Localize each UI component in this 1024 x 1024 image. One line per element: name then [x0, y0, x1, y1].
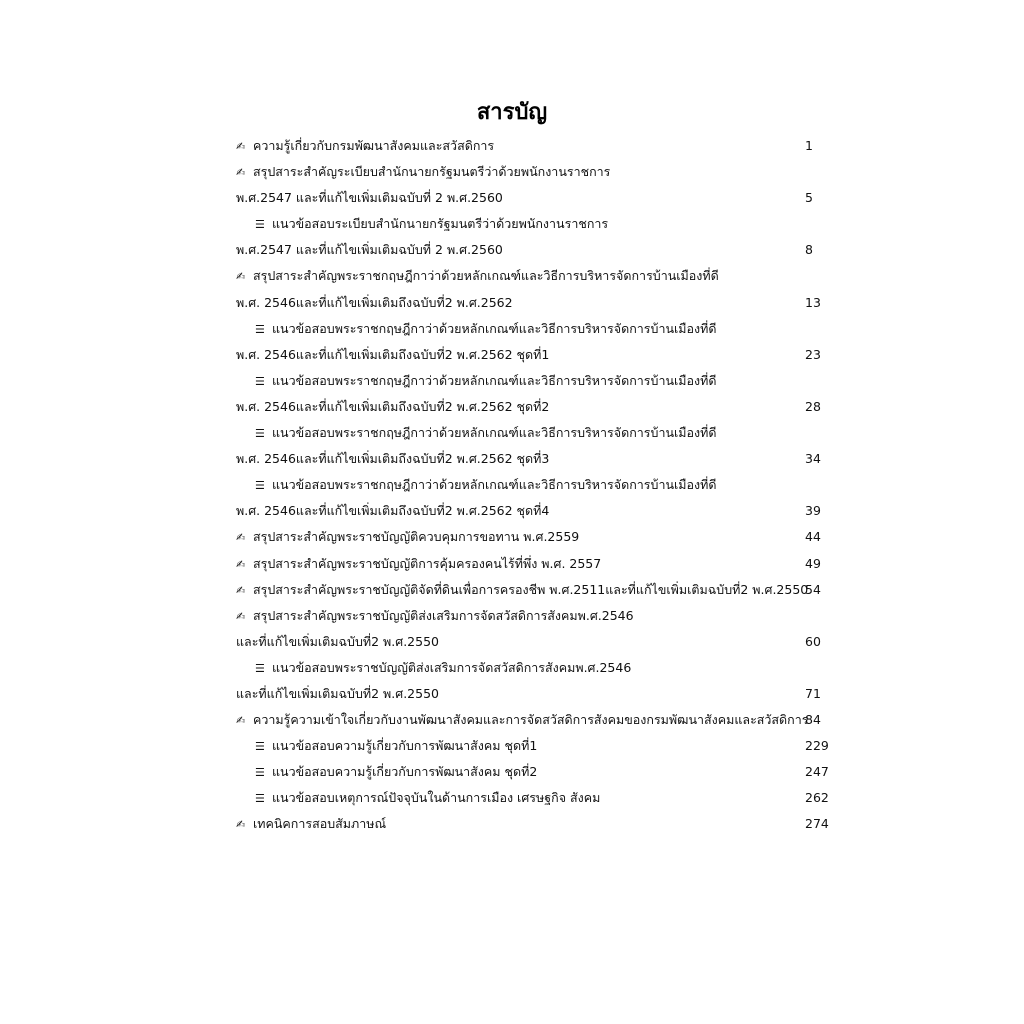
- toc-page-number: 44: [805, 529, 821, 545]
- book-icon: ☰: [255, 740, 265, 754]
- toc-entry-label: แนวข้อสอบความรู้เกี่ยวกับการพัฒนาสังคม ชุดที่1: [272, 738, 538, 754]
- toc-entry: [236, 681, 836, 707]
- toc-entry-text: [236, 342, 549, 368]
- toc-entry: [236, 759, 836, 785]
- toc-entry-text: [236, 394, 549, 420]
- toc-page-number: 49: [805, 555, 821, 571]
- toc-entry: [236, 263, 836, 289]
- toc-entry: [236, 524, 836, 550]
- toc-entry-text: [236, 237, 503, 263]
- book-icon: ☰: [255, 479, 265, 493]
- toc-entry: [236, 211, 836, 237]
- toc-entry: [236, 707, 836, 733]
- toc-entry-text: [236, 524, 579, 551]
- toc-entry-text: [236, 290, 513, 316]
- toc-entry-label: สรุปสาระสำคัญพระราชบัญญัติส่งเสริมการจัดสวัสดิการสังคมพ.ศ.2546: [253, 607, 634, 623]
- toc-entry: [236, 420, 836, 446]
- toc-entry-label: สรุปสาระสำคัญพระราชบัญญัติการคุ้มครองคนไร้ที่พึ่ง พ.ศ. 2557: [253, 555, 602, 571]
- toc-entry: [236, 159, 836, 185]
- toc-entry: [236, 368, 836, 394]
- toc-entry: [236, 603, 836, 629]
- toc-entry-text: [255, 472, 717, 499]
- pen-icon: ✍: [236, 818, 246, 832]
- toc-entry-text: [236, 551, 601, 578]
- toc-page-number: 23: [805, 346, 821, 362]
- toc-entry-label: พ.ศ. 2546และที่แก้ไขเพิ่มเติมถึงฉบับที่2 พ.ศ.2562 ชุดที่3: [236, 451, 550, 467]
- toc-entry-label: สรุปสาระสำคัญพระราชกฤษฎีกาว่าด้วยหลักเกณฑ์และวิธีการบริหารจัดการบ้านเมืองที่ดี: [253, 268, 719, 284]
- toc-entry-label: แนวข้อสอบพระราชบัญญัติส่งเสริมการจัดสวัสดิการสังคมพ.ศ.2546: [272, 659, 632, 675]
- toc-page-number: 39: [805, 503, 821, 519]
- toc-entry: [236, 394, 836, 420]
- toc-entry-label: พ.ศ. 2546และที่แก้ไขเพิ่มเติมถึงฉบับที่2 พ.ศ.2562 ชุดที่1: [236, 346, 550, 362]
- book-icon: ☰: [255, 322, 265, 336]
- book-icon: ☰: [255, 766, 265, 780]
- toc-entry-text: [255, 211, 608, 238]
- pen-icon: ✍: [236, 140, 246, 153]
- toc-entry-label: แนวข้อสอบพระราชกฤษฎีกาว่าด้วยหลักเกณฑ์และวิธีการบริหารจัดการบ้านเมืองที่ดี: [272, 477, 717, 493]
- toc-entry-label: พ.ศ. 2546และที่แก้ไขเพิ่มเติมถึงฉบับที่2 พ.ศ.2562 ชุดที่4: [236, 503, 550, 519]
- toc-entry: [236, 785, 836, 811]
- toc-page-number: 71: [805, 685, 821, 701]
- toc-entry-label: ความรู้ความเข้าใจเกี่ยวกับงานพัฒนาสังคมและการจัดสวัสดิการสังคมของกรมพัฒนาสังคมและสวัสดิการ: [253, 712, 809, 728]
- toc-entry: [236, 316, 836, 342]
- toc-entry: [236, 133, 836, 159]
- toc-page-number: 5: [805, 190, 813, 206]
- toc-entry: [236, 237, 836, 263]
- toc-entry: [236, 498, 836, 524]
- toc-entry: [236, 655, 836, 681]
- toc-entry-text: [236, 707, 808, 734]
- toc-entry-text: [236, 811, 386, 838]
- toc-entry-text: [236, 159, 610, 186]
- toc-entry: [236, 472, 836, 498]
- toc-entry-label: และที่แก้ไขเพิ่มเติมฉบับที่2 พ.ศ.2550: [236, 633, 439, 649]
- toc-entry-text: [255, 733, 537, 760]
- toc-entry-text: [236, 629, 439, 655]
- toc-entry-text: [236, 498, 549, 524]
- page-title: สารบัญ: [476, 100, 548, 125]
- toc-entry-text: [255, 420, 717, 447]
- toc-entry-label: และที่แก้ไขเพิ่มเติมฉบับที่2 พ.ศ.2550: [236, 685, 439, 701]
- toc-entry-text: [255, 785, 600, 812]
- book-icon: ☰: [255, 218, 265, 232]
- toc-page-number: 84: [805, 712, 821, 728]
- toc-page-number: 60: [805, 633, 821, 649]
- toc-entry-label: แนวข้อสอบพระราชกฤษฎีกาว่าด้วยหลักเกณฑ์และวิธีการบริหารจัดการบ้านเมืองที่ดี: [272, 372, 717, 388]
- toc-entry-label: แนวข้อสอบความรู้เกี่ยวกับการพัฒนาสังคม ชุดที่2: [272, 764, 538, 780]
- toc-page-number: 229: [805, 738, 829, 754]
- toc-entry-text: [236, 446, 549, 472]
- toc-entry-label: พ.ศ. 2546และที่แก้ไขเพิ่มเติมถึงฉบับที่2 พ.ศ.2562 ชุดที่2: [236, 398, 550, 414]
- toc-entry-text: [236, 681, 439, 707]
- book-icon: ☰: [255, 374, 265, 388]
- toc-entry: [236, 551, 836, 577]
- toc-page-number: 54: [805, 581, 821, 597]
- pen-icon: ✍: [236, 270, 246, 284]
- toc-entry-label: แนวข้อสอบระเบียบสำนักนายกรัฐมนตรีว่าด้วยพนักงานราชการ: [272, 216, 609, 232]
- toc-page-number: 1: [805, 138, 813, 153]
- toc-entry: [236, 811, 836, 837]
- pen-icon: ✍: [236, 557, 246, 571]
- toc-entry-label: เทคนิคการสอบสัมภาษณ์: [253, 816, 387, 832]
- book-icon: ☰: [255, 661, 265, 675]
- toc-entry-text: [255, 759, 537, 786]
- toc-entry-text: [255, 655, 631, 682]
- toc-entry-text: [236, 603, 634, 630]
- toc-entry-text: [236, 263, 719, 290]
- toc-entry-text: [255, 316, 717, 343]
- toc-entry-text: [255, 368, 717, 395]
- toc-entry-label: แนวข้อสอบพระราชกฤษฎีกาว่าด้วยหลักเกณฑ์และวิธีการบริหารจัดการบ้านเมืองที่ดี: [272, 425, 717, 441]
- table-of-contents: [236, 133, 836, 838]
- book-icon: ☰: [255, 427, 265, 441]
- toc-entry-label: แนวข้อสอบเหตุการณ์ปัจจุบันในด้านการเมือง เศรษฐกิจ สังคม: [272, 790, 601, 806]
- toc-entry: [236, 629, 836, 655]
- toc-entry-text: [236, 577, 808, 604]
- toc-entry: [236, 577, 836, 603]
- pen-icon: ✍: [236, 531, 246, 545]
- toc-page-number: 247: [805, 764, 829, 780]
- toc-entry-text: [236, 133, 494, 160]
- toc-entry-label: แนวข้อสอบพระราชกฤษฎีกาว่าด้วยหลักเกณฑ์และวิธีการบริหารจัดการบ้านเมืองที่ดี: [272, 320, 717, 336]
- toc-entry-text: [236, 185, 503, 211]
- toc-entry-label: พ.ศ.2547 และที่แก้ไขเพิ่มเติมฉบับที่ 2 พ.ศ.2560: [236, 242, 503, 258]
- toc-entry: [236, 446, 836, 472]
- toc-page-number: 34: [805, 451, 821, 467]
- toc-page-number: 274: [805, 816, 829, 832]
- pen-icon: ✍: [236, 583, 246, 597]
- pen-icon: ✍: [236, 714, 246, 728]
- toc-page-number: 262: [805, 790, 829, 806]
- toc-entry: [236, 185, 836, 211]
- toc-entry-label: สรุปสาระสำคัญพระราชบัญญัติควบคุมการขอทาน พ.ศ.2559: [253, 529, 580, 545]
- toc-entry: [236, 342, 836, 368]
- toc-page-number: 13: [805, 294, 821, 310]
- toc-entry: [236, 290, 836, 316]
- toc-entry: [236, 733, 836, 759]
- pen-icon: ✍: [236, 166, 246, 180]
- toc-page-number: 28: [805, 398, 821, 414]
- toc-entry-label: พ.ศ.2547 และที่แก้ไขเพิ่มเติมฉบับที่ 2 พ.ศ.2560: [236, 190, 503, 206]
- toc-entry-label: สรุปสาระสำคัญระเบียบสำนักนายกรัฐมนตรีว่าด้วยพนักงานราชการ: [253, 164, 611, 180]
- toc-entry-label: สรุปสาระสำคัญพระราชบัญญัติจัดที่ดินเพื่อการครองชีพ พ.ศ.2511และที่แก้ไขเพิ่มเติมฉบับที่2 พ.ศ.2550: [253, 581, 809, 597]
- toc-page-number: 8: [805, 242, 813, 258]
- pen-icon: ✍: [236, 609, 246, 623]
- book-icon: ☰: [255, 792, 265, 806]
- toc-entry-label: พ.ศ. 2546และที่แก้ไขเพิ่มเติมถึงฉบับที่2 พ.ศ.2562: [236, 294, 513, 310]
- toc-entry-label: ความรู้เกี่ยวกับกรมพัฒนาสังคมและสวัสดิการ: [253, 138, 495, 153]
